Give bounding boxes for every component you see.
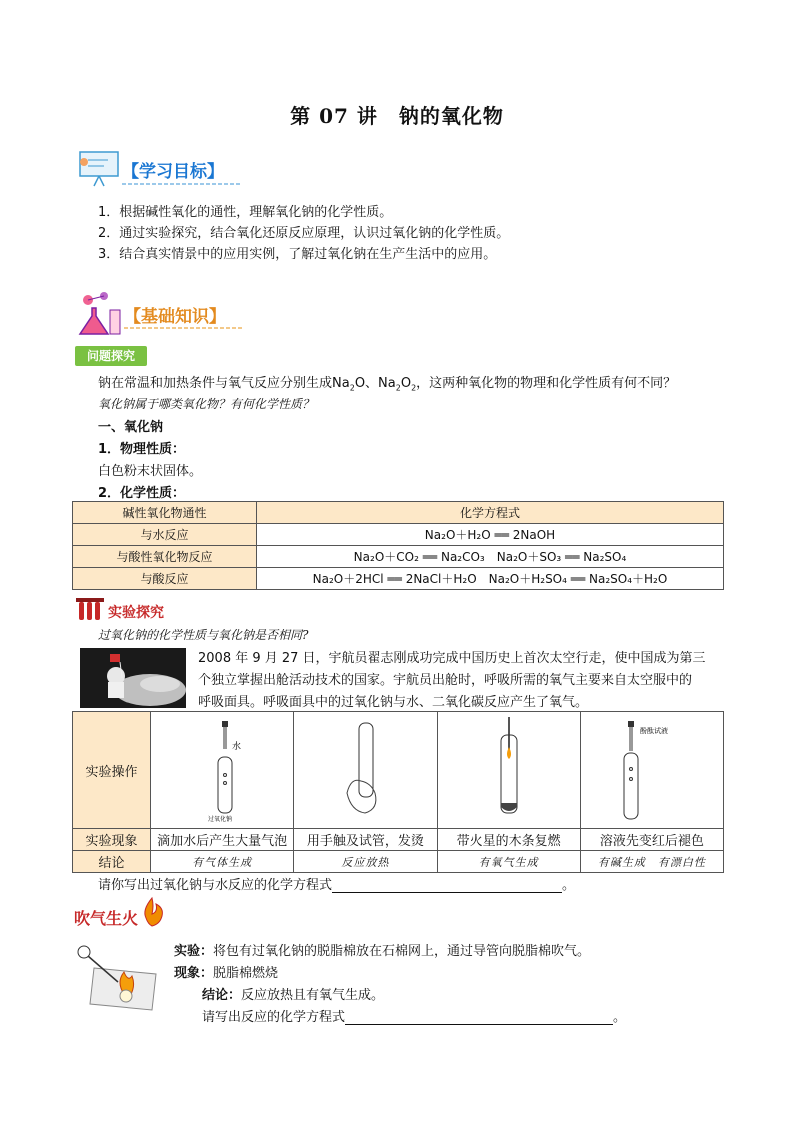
fig-cell-4: [580, 712, 723, 829]
fig-cell-3: [437, 712, 580, 829]
water-label: 水: [232, 742, 242, 752]
chem-table: [72, 501, 724, 590]
row-label: 结论: [73, 851, 151, 873]
section-sodium-oxide: 一、氧化钠: [98, 420, 164, 435]
question-badge: 问题探究: [75, 346, 147, 366]
hand-question-1: 氧化钠属于哪类氧化物？有何化学性质？: [98, 397, 315, 411]
sodium-peroxide-label: 过氧化钠: [208, 816, 233, 823]
blow-experiment: 实验：将包有过氧化钠的脱脂棉放在石棉网上，通过导管向脱脂棉吹气。: [174, 944, 591, 959]
row-equation: Na₂O＋H₂O ══ 2NaOH: [257, 524, 724, 546]
dropper-tube-figure: [152, 713, 292, 823]
row-label: 与酸反应: [73, 568, 257, 590]
test-tubes-icon: [74, 596, 106, 622]
conclusion-cell: 反应放热: [294, 851, 437, 873]
chemical-properties-heading: 2．化学性质：: [98, 486, 186, 501]
hand-tube-figure: [295, 713, 435, 823]
header-cell: 碱性氧化物通性: [73, 502, 257, 524]
basics-heading: 【基础知识】: [124, 307, 226, 327]
goal-3: 3．结合真实情景中的应用实例，了解过氧化钠在生产生活中的应用。: [98, 247, 497, 262]
fig-cell-1: [151, 712, 294, 829]
experiment-table: [72, 711, 724, 873]
blow-conclusion: 结论：反应放热且有氧气生成。: [202, 988, 385, 1003]
hand-question-2: 过氧化钠的化学性质与氧化钠是否相同?: [98, 628, 309, 642]
question-text: 钠在常温和加热条件与氧气反应分别生成$Na_2O$、$Na_2O_2$，这两种氧化物的物理和化学性质有何不同？: [98, 376, 677, 393]
fire-icon: [136, 896, 168, 928]
row-label: 实验操作: [73, 712, 151, 829]
phenomenon-cell: 用手触及试管，发烫: [294, 829, 437, 851]
physical-properties-heading: 1．物理性质：: [98, 442, 186, 457]
row-label: 与酸性氧化物反应: [73, 546, 257, 568]
conclusion-cell: 有气体生成: [151, 851, 294, 873]
flask-icon: [74, 290, 126, 338]
story-line-2: 个独立掌握出舱活动技术的国家。宇航员出舱时，呼吸所需的氧气主要来自太空服中的: [198, 673, 693, 688]
table-header: [73, 502, 724, 524]
page-title: 第 07 讲 钠的氧化物: [290, 104, 504, 128]
write-equation-prompt: 请你写出过氧化钠与水反应的化学方程式 。: [98, 878, 576, 893]
cotton-burning-figure: [74, 938, 164, 1014]
table-row: [73, 712, 724, 829]
row-label: 与水反应: [73, 524, 257, 546]
teacher-board-icon: [74, 148, 122, 188]
blow-fire-heading: 吹气生火: [74, 909, 139, 928]
table-row: [73, 851, 724, 873]
goals-heading: 【学习目标】: [122, 162, 224, 182]
heading-underline: [122, 181, 242, 187]
header-cell: 化学方程式: [257, 502, 724, 524]
conclusion-cell: 有氧气生成: [437, 851, 580, 873]
experiment-heading: 实验探究: [108, 605, 164, 621]
story-line-3: 呼吸面具。呼吸面具中的过氧化钠与水、二氧化碳反应产生了氧气。: [198, 695, 589, 710]
phenomenon-cell: 带火星的木条复燃: [437, 829, 580, 851]
astronaut-photo: [80, 648, 186, 708]
table-row: [73, 568, 724, 590]
row-equation: Na₂O＋CO₂ ══ Na₂CO₃ Na₂O＋SO₃ ══ Na₂SO₄: [257, 546, 724, 568]
goal-2: 2．通过实验探究，结合氧化还原反应原理，认识过氧化钠的化学性质。: [98, 226, 510, 241]
phenomenon-cell: 滴加水后产生大量气泡: [151, 829, 294, 851]
fig-cell-2: [294, 712, 437, 829]
phenomenon-cell: 溶液先变红后褪色: [580, 829, 723, 851]
phenolphthalein-figure: [582, 713, 722, 823]
row-label: 实验现象: [73, 829, 151, 851]
conclusion-cell: 有碱生成 有漂白性: [580, 851, 723, 873]
story-line-1: 2008 年 9 月 27 日，宇航员翟志刚成功完成中国历史上首次太空行走，使中国成为第三: [198, 651, 706, 666]
row-equation: Na₂O＋2HCl ══ 2NaCl＋H₂O Na₂O＋H₂SO₄ ══ Na₂SO₄＋H₂O: [257, 568, 724, 590]
blow-phenomenon: 现象：脱脂棉燃烧: [174, 966, 279, 981]
blow-equation-prompt: 请写出反应的化学方程式 。: [202, 1010, 627, 1025]
answer-blank[interactable]: [332, 879, 562, 893]
phenolphthalein-label: 酚酞试液: [639, 727, 668, 735]
glowing-splint-figure: [439, 713, 579, 823]
physical-properties-text: 白色粉末状固体。: [98, 464, 203, 479]
table-row: [73, 546, 724, 568]
goal-1: 1．根据碱性氧化的通性，理解氧化钠的化学性质。: [98, 205, 393, 220]
heading-underline-2: [124, 325, 244, 331]
answer-blank-2[interactable]: [345, 1011, 613, 1025]
table-row: [73, 829, 724, 851]
table-row: [73, 524, 724, 546]
